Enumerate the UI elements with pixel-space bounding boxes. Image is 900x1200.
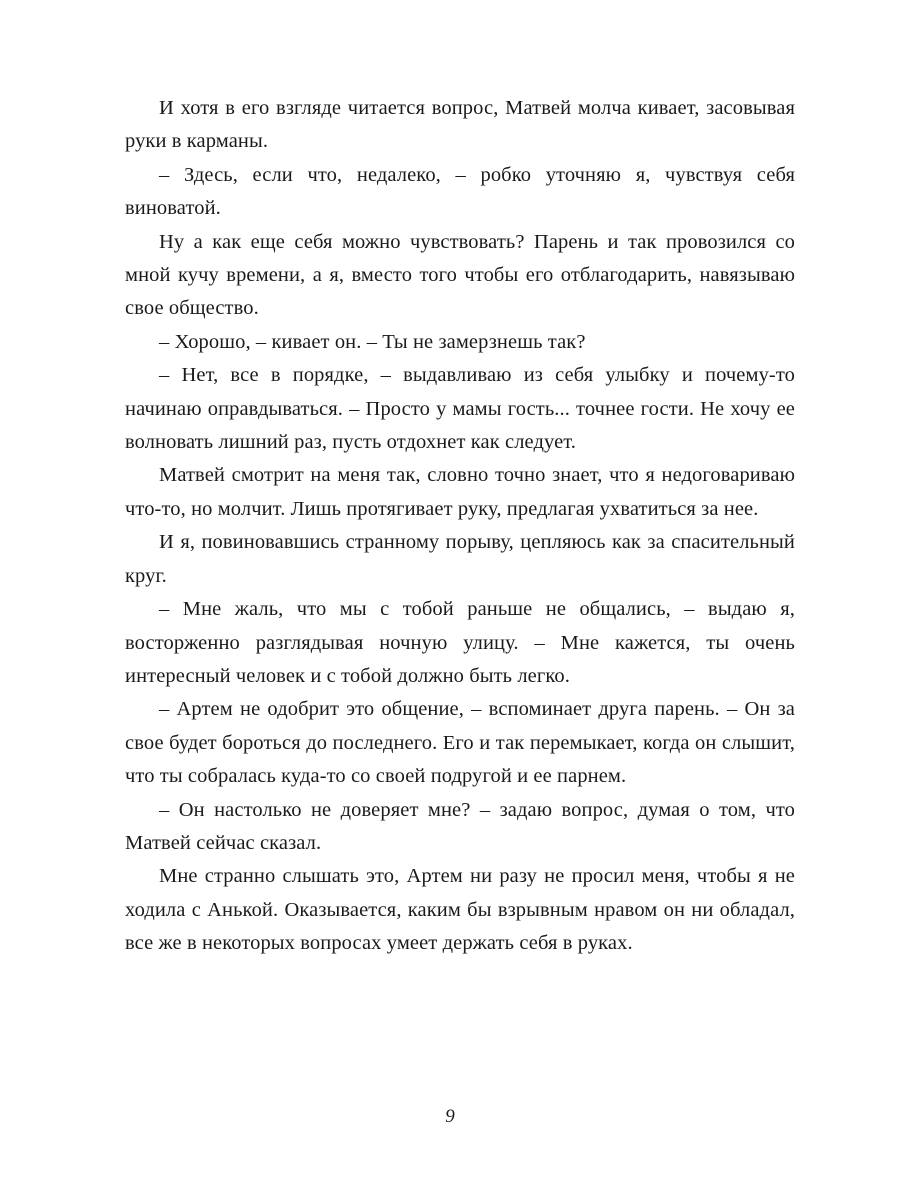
page-number: 9 — [445, 1106, 455, 1127]
paragraph: – Он настолько не доверяет мне? – задаю вопрос, думая о том, что Матвей сейчас сказал. — [125, 798, 795, 854]
paragraph: И я, повиновавшись странному порыву, цепляюсь как за спасительный круг. — [125, 531, 795, 587]
paragraph: – Нет, все в порядке, – выдавливаю из себя улыбку и почему-то начинаю оправдываться. – Просто у мамы гость... точнее гости. Не хочу ее волновать лишний раз, пусть отдохнет как следует. — [125, 364, 795, 454]
paragraph: – Здесь, если что, недалеко, – робко уточняю я, чувствуя себя виноватой. — [125, 163, 795, 220]
page-body-text — [125, 92, 795, 961]
paragraph: И хотя в его взгляде читается вопрос, Матвей молча кивает, засовывая руки в карманы. — [125, 97, 795, 153]
paragraph: Мне странно слышать это, Артем ни разу не просил меня, чтобы я не ходила с Анькой. Оказывается, каким бы взрывным нравом он ни обладал, все же в некоторых вопросах умеет держать себя в руках. — [125, 865, 795, 955]
paragraph: – Артем не одобрит это общение, – вспоминает друга парень. – Он за свое будет бороться до последнего. Его и так перемыкает, когда он слышит, что ты собралась куда-то со своей подругой и ее парнем. — [125, 698, 795, 788]
paragraph: Ну а как еще себя можно чувствовать? Парень и так провозился со мной кучу времени, а я, вместо того чтобы его отблагодарить, навязываю свое общество. — [125, 230, 795, 320]
paragraph: – Мне жаль, что мы с тобой раньше не общались, – выдаю я, восторженно разглядывая ночную улицу. – Мне кажется, ты очень интересный человек и с тобой должно быть легко. — [125, 598, 795, 687]
paragraph: Матвей смотрит на меня так, словно точно знает, что я недоговариваю что-то, но молчит. Лишь протягивает руку, предлагая ухватиться за нее. — [125, 464, 795, 520]
paragraph: – Хорошо, – кивает он. – Ты не замерзнешь так? — [159, 330, 586, 353]
